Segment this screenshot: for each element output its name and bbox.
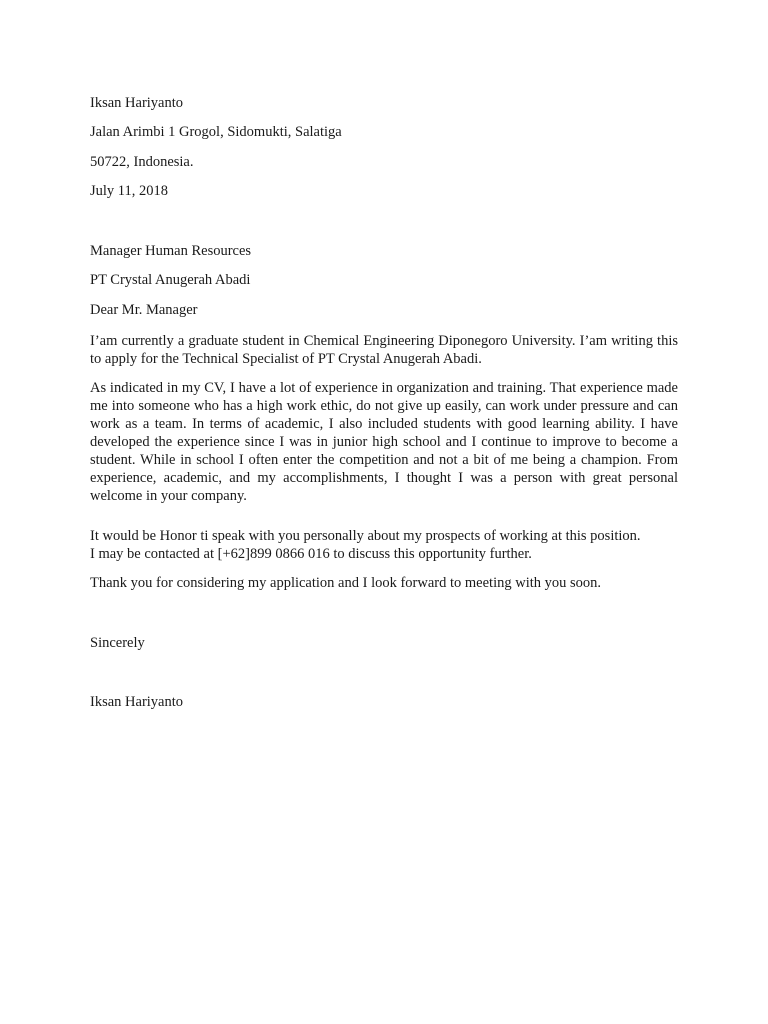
recipient-title: Manager Human Resources [90,243,252,259]
letter-date: July 11, 2018 [90,183,169,199]
body-paragraph-3-line1: It would be Honor ti speak with you personally about my prospects of working at this position. [90,528,641,544]
sender-address-line2: 50722, Indonesia. [90,154,194,170]
body-paragraph-2: As indicated in my CV, I have a lot of experience in organization and training. That experience made me into someone who has a high work ethic, do not give up easily, can work under pressure and can work as a team. In terms of academic, I also included students with good learning ability. I have developed the experience since I was in junior high school and I continue to improve to become a student. While in school I often enter the competition and not a bit of me being a champion. From experience, academic, and my accomplishments, I thought I was a person with great personal welcome in your company. [90,380,678,504]
signature-name: Iksan Hariyanto [90,694,184,710]
sender-address-line1: Jalan Arimbi 1 Grogol, Sidomukti, Salatiga [90,124,342,140]
body-paragraph-1: I’am currently a graduate student in Chemical Engineering Diponegoro University. I’am writing this to apply for the Technical Specialist of PT Crystal Anugerah Abadi. [90,333,678,367]
body-paragraph-4: Thank you for considering my application and I look forward to meeting with you soon. [90,575,602,591]
sender-name: Iksan Hariyanto [90,95,184,111]
body-paragraph-3-line2: I may be contacted at [+62]899 0866 016 to discuss this opportunity further. [90,546,532,562]
closing: Sincerely [90,635,145,651]
salutation: Dear Mr. Manager [90,302,198,318]
recipient-company: PT Crystal Anugerah Abadi [90,272,251,288]
